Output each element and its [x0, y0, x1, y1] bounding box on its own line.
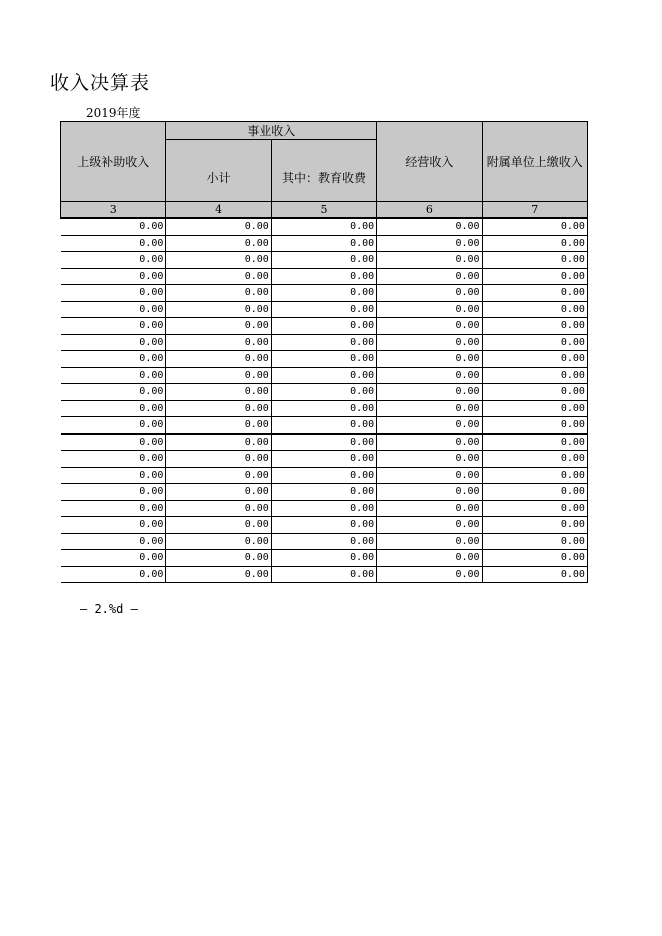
table-cell: 0.00 — [61, 434, 166, 451]
table-cell: 0.00 — [482, 285, 587, 302]
table-cell: 0.00 — [377, 417, 482, 434]
table-cell: 0.00 — [271, 285, 376, 302]
header-col6: 经营收入 — [377, 122, 482, 202]
table-cell: 0.00 — [271, 318, 376, 335]
table-cell: 0.00 — [166, 434, 271, 451]
table-cell: 0.00 — [61, 417, 166, 434]
table-cell: 0.00 — [271, 417, 376, 434]
table-cell: 0.00 — [271, 451, 376, 468]
table-cell: 0.00 — [271, 566, 376, 583]
table-cell: 0.00 — [166, 451, 271, 468]
table-row — [61, 533, 588, 550]
table-cell: 0.00 — [271, 434, 376, 451]
table-cell: 0.00 — [61, 252, 166, 269]
table-cell: 0.00 — [482, 318, 587, 335]
table-row — [61, 218, 588, 235]
table-cell: 0.00 — [271, 550, 376, 567]
table-cell: 0.00 — [377, 500, 482, 517]
table-cell: 0.00 — [166, 351, 271, 368]
table-cell: 0.00 — [482, 301, 587, 318]
table-cell: 0.00 — [166, 268, 271, 285]
table-cell: 0.00 — [61, 285, 166, 302]
table-row — [61, 367, 588, 384]
table-cell: 0.00 — [482, 235, 587, 252]
table-row — [61, 252, 588, 269]
table-cell: 0.00 — [166, 367, 271, 384]
table-row — [61, 384, 588, 401]
table-cell: 0.00 — [166, 517, 271, 534]
table-cell: 0.00 — [61, 334, 166, 351]
table-cell: 0.00 — [61, 566, 166, 583]
table-cell: 0.00 — [166, 334, 271, 351]
table-cell: 0.00 — [166, 301, 271, 318]
table-cell: 0.00 — [271, 517, 376, 534]
table-cell: 0.00 — [377, 451, 482, 468]
table-row — [61, 484, 588, 501]
table-cell: 0.00 — [166, 467, 271, 484]
index-cell: 3 — [61, 202, 166, 219]
page-footer: — 2.%d — — [80, 602, 138, 616]
table-row — [61, 235, 588, 252]
table-cell: 0.00 — [271, 268, 376, 285]
table-row — [61, 566, 588, 583]
table-cell: 0.00 — [482, 400, 587, 417]
table-cell: 0.00 — [377, 285, 482, 302]
table-cell: 0.00 — [271, 384, 376, 401]
index-cell: 4 — [166, 202, 271, 219]
table-cell: 0.00 — [377, 400, 482, 417]
table-cell: 0.00 — [482, 451, 587, 468]
table-cell: 0.00 — [271, 484, 376, 501]
table-row — [61, 417, 588, 434]
table-cell: 0.00 — [61, 384, 166, 401]
table-cell: 0.00 — [482, 384, 587, 401]
table-cell: 0.00 — [166, 318, 271, 335]
header-col5: 其中：教育收费 — [271, 140, 376, 202]
table-cell: 0.00 — [166, 285, 271, 302]
table-cell: 0.00 — [166, 384, 271, 401]
table-cell: 0.00 — [482, 500, 587, 517]
table-row — [61, 334, 588, 351]
header-col7: 附属单位上缴收入 — [482, 122, 587, 202]
table-cell: 0.00 — [377, 550, 482, 567]
table-cell: 0.00 — [271, 351, 376, 368]
table-cell: 0.00 — [377, 351, 482, 368]
table-cell: 0.00 — [271, 400, 376, 417]
table-cell: 0.00 — [377, 318, 482, 335]
table-cell: 0.00 — [377, 434, 482, 451]
table-cell: 0.00 — [61, 351, 166, 368]
table-cell: 0.00 — [61, 484, 166, 501]
table-cell: 0.00 — [271, 235, 376, 252]
table-row — [61, 500, 588, 517]
table-cell: 0.00 — [482, 334, 587, 351]
table-cell: 0.00 — [271, 533, 376, 550]
table-cell: 0.00 — [482, 417, 587, 434]
table-cell: 0.00 — [377, 467, 482, 484]
table-row — [61, 400, 588, 417]
table-row — [61, 467, 588, 484]
table-cell: 0.00 — [61, 235, 166, 252]
table-cell: 0.00 — [271, 500, 376, 517]
table-row — [61, 268, 588, 285]
table-row — [61, 434, 588, 451]
index-cell: 6 — [377, 202, 482, 219]
table-cell: 0.00 — [61, 301, 166, 318]
table-row — [61, 301, 588, 318]
table-cell: 0.00 — [482, 367, 587, 384]
table-cell: 0.00 — [166, 533, 271, 550]
table-cell: 0.00 — [482, 351, 587, 368]
page-title: 收入决算表 — [50, 72, 151, 94]
table-cell: 0.00 — [166, 500, 271, 517]
table-cell: 0.00 — [271, 301, 376, 318]
index-cell: 5 — [271, 202, 376, 219]
table-cell: 0.00 — [377, 218, 482, 235]
table-row — [61, 318, 588, 335]
table-row — [61, 351, 588, 368]
header-col3: 上级补助收入 — [61, 122, 166, 202]
table-cell: 0.00 — [377, 252, 482, 269]
table-cell: 0.00 — [482, 467, 587, 484]
table-cell: 0.00 — [61, 517, 166, 534]
index-row — [61, 202, 588, 219]
table-cell: 0.00 — [377, 533, 482, 550]
table-cell: 0.00 — [61, 550, 166, 567]
table-cell: 0.00 — [166, 550, 271, 567]
table-cell: 0.00 — [377, 566, 482, 583]
table-cell: 0.00 — [377, 268, 482, 285]
table-cell: 0.00 — [377, 301, 482, 318]
table-cell: 0.00 — [166, 218, 271, 235]
table-cell: 0.00 — [377, 367, 482, 384]
header-group-business-income: 事业收入 — [166, 122, 377, 140]
table-cell: 0.00 — [271, 467, 376, 484]
table-cell: 0.00 — [61, 268, 166, 285]
table-body — [61, 218, 588, 583]
table-cell: 0.00 — [166, 484, 271, 501]
table-cell: 0.00 — [271, 367, 376, 384]
table-cell: 0.00 — [482, 517, 587, 534]
table-cell: 0.00 — [377, 384, 482, 401]
table-row — [61, 285, 588, 302]
table-cell: 0.00 — [61, 451, 166, 468]
table-cell: 0.00 — [482, 434, 587, 451]
table-cell: 0.00 — [271, 252, 376, 269]
table-cell: 0.00 — [271, 218, 376, 235]
table-cell: 0.00 — [166, 235, 271, 252]
table-cell: 0.00 — [377, 484, 482, 501]
table-cell: 0.00 — [61, 500, 166, 517]
table-cell: 0.00 — [166, 566, 271, 583]
table-row — [61, 451, 588, 468]
table-row — [61, 517, 588, 534]
header-col4: 小计 — [166, 140, 271, 202]
table-cell: 0.00 — [61, 318, 166, 335]
table-cell: 0.00 — [61, 467, 166, 484]
table-row — [61, 550, 588, 567]
table-cell: 0.00 — [482, 268, 587, 285]
table-cell: 0.00 — [482, 566, 587, 583]
table-cell: 0.00 — [166, 252, 271, 269]
table-cell: 0.00 — [377, 235, 482, 252]
table-cell: 0.00 — [61, 218, 166, 235]
table-cell: 0.00 — [377, 334, 482, 351]
table-cell: 0.00 — [61, 367, 166, 384]
table-cell: 0.00 — [166, 400, 271, 417]
table-cell: 0.00 — [482, 550, 587, 567]
index-cell: 7 — [482, 202, 587, 219]
table-cell: 0.00 — [482, 252, 587, 269]
table-cell: 0.00 — [377, 517, 482, 534]
table-cell: 0.00 — [482, 533, 587, 550]
table-cell: 0.00 — [61, 533, 166, 550]
table-cell: 0.00 — [61, 400, 166, 417]
table-cell: 0.00 — [166, 417, 271, 434]
table-cell: 0.00 — [271, 334, 376, 351]
table-cell: 0.00 — [482, 484, 587, 501]
year-label: 2019年度 — [86, 106, 141, 120]
table-cell: 0.00 — [482, 218, 587, 235]
income-table — [60, 121, 588, 583]
